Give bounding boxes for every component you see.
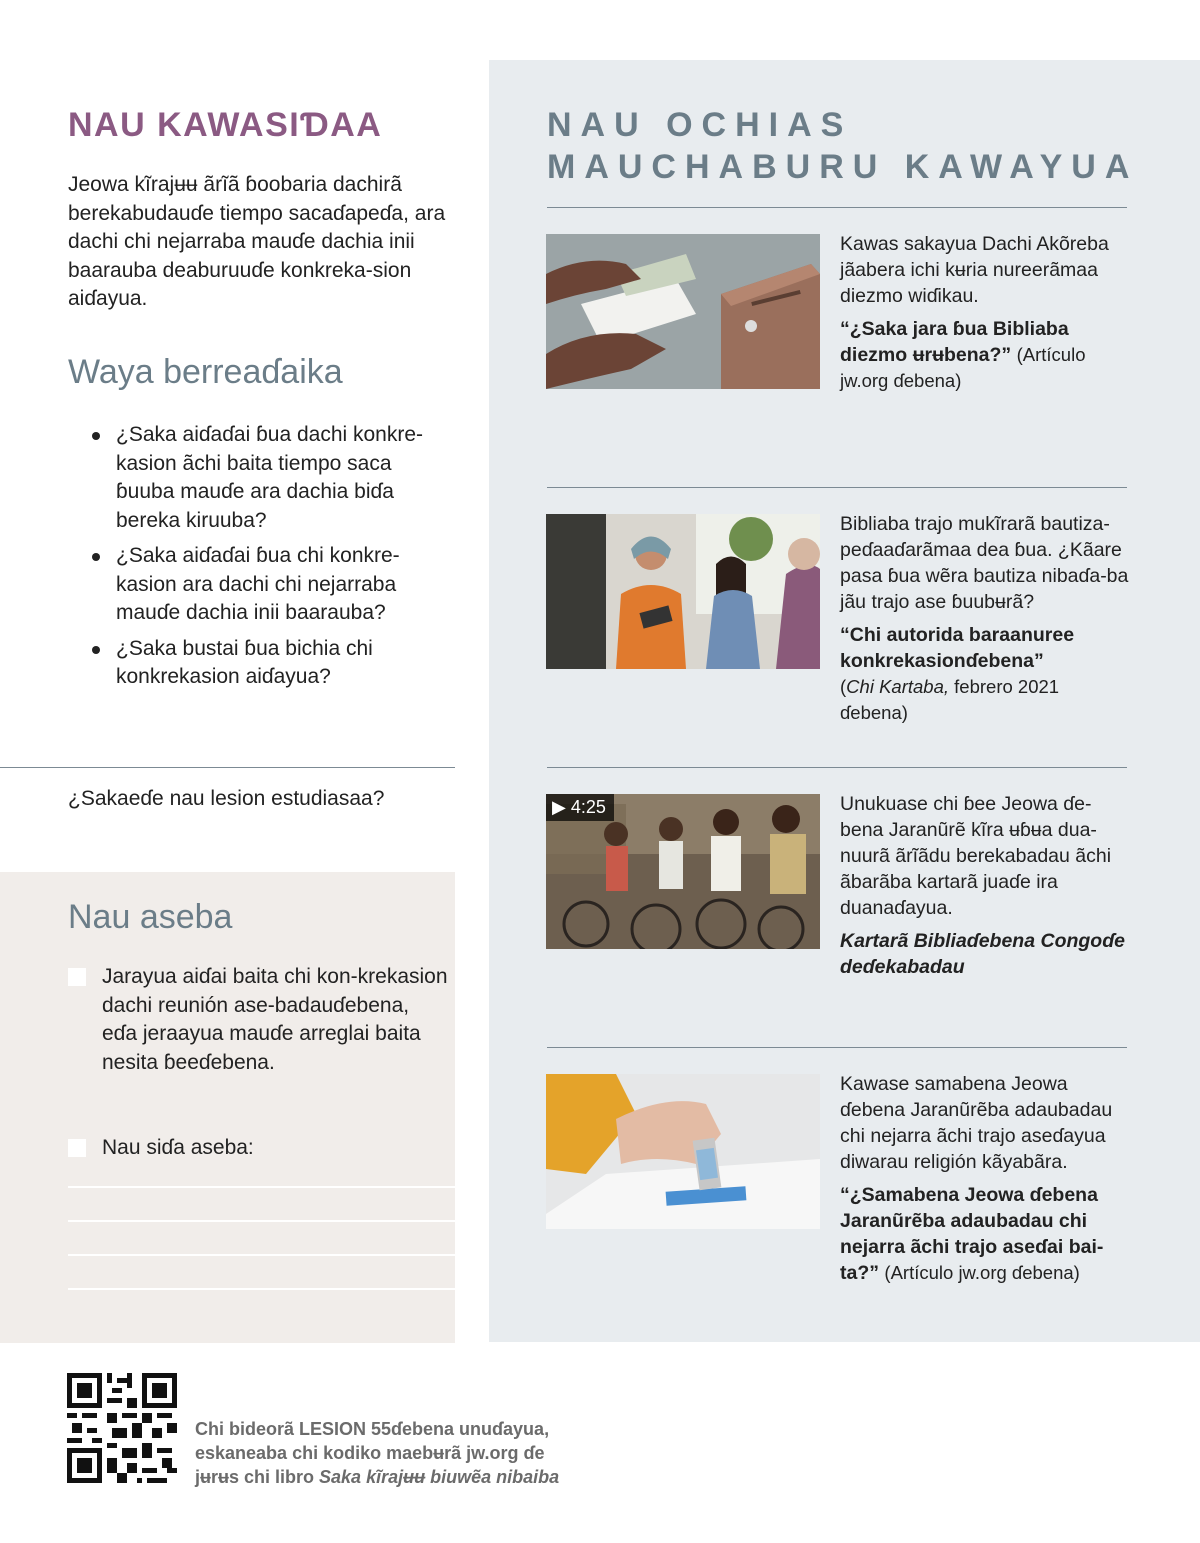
donation-box-image[interactable]	[546, 1074, 820, 1229]
checkbox-icon[interactable]	[68, 1139, 86, 1157]
summary-text: Jeowa kĩrajʉʉ ãrĩã ɓoobaria dachirã berekabudauɗe tiempo sacaɗapeɗa, ara dachi chi nejarraba mauɗe dachia inii baarauba deaburuuɗe konkreka-sion aiɗayua.	[68, 173, 446, 310]
citation-source-date: febrero 2021 ɗebena)	[840, 676, 1060, 723]
study-question: ¿Sakaeɗe nau lesion estudiasaa?	[68, 787, 385, 810]
play-icon: ▶	[552, 797, 566, 817]
citation-title[interactable]: “Chi autorida baraanuree konkrekasionɗebena”	[840, 624, 1075, 672]
related-material-title	[547, 104, 1147, 188]
divider	[547, 767, 1127, 768]
review-question	[92, 421, 452, 535]
footer-line-3	[195, 1465, 615, 1489]
video-duration-badge[interactable]	[546, 794, 614, 821]
goal-text: Jarayua aiɗai baita chi kon-krekasion dachi reunión ase-badauɗebena, eɗa jeraayua mauɗe arreglai baita nesita ɓeeɗebena.	[102, 965, 448, 1074]
citation-source: (Chi Kartaba, febrero 2021 ɗebena)	[840, 676, 1060, 723]
footer-line-3-text: jʉrʉs chi libro	[195, 1467, 315, 1487]
related-item-2-citation[interactable]	[840, 622, 1130, 726]
citation-title[interactable]: “¿Saka jara ɓua Bibliaba diezmo ʉrʉbena?”	[840, 318, 1069, 366]
goals-title: Nau aseba	[68, 898, 233, 936]
related-item-4-citation[interactable]	[840, 1182, 1130, 1286]
video-title[interactable]: Kartarã Bibliaɗebena Congoɗe deɗekabadau	[840, 930, 1125, 978]
video-duration: 4:25	[570, 797, 606, 817]
goals-box	[0, 872, 455, 1343]
review-heading: Waya berreaɗaika	[68, 353, 343, 391]
citation-source: (Artículo jw.org ɗebena)	[840, 344, 1086, 391]
citation-source-title: Chi Kartaba,	[846, 676, 950, 697]
related-item-2	[840, 511, 1130, 726]
bullet-icon	[92, 646, 100, 654]
related-item-3-text: Unukuase chi ɓee Jeowa ɗe-bena Jaranũrẽ kĩra ʉɓʉa dua-nuurã ãrĩãdu berekabadau ãchi ãbarãba kartarã juaɗe ira duanaɗayua.	[840, 793, 1112, 919]
review-question-text: ¿Saka aiɗaɗai ɓua chi konkre-kasion ara dachi chi nejarraba mauɗe dachia inii baarauba?	[116, 544, 400, 624]
related-title-line-1: NAU OCHIAS	[547, 106, 853, 144]
divider	[547, 207, 1127, 208]
bible-study-group-image[interactable]	[546, 514, 820, 669]
related-item-1-text: Kawas sakayua Dachi Akõreba jãabera ichi kʉria nureerãmaa diezmo wiɗikau.	[840, 233, 1109, 307]
related-item-3	[840, 791, 1130, 980]
goal-item-custom[interactable]	[68, 1134, 448, 1163]
related-item-4	[840, 1071, 1130, 1286]
citation-title[interactable]: “¿Samabena Jeowa ɗebena Jaranũrẽba adaubadau chi nejarra ãchi trajo aseɗai bai-ta?”	[840, 1184, 1104, 1284]
related-item-1-citation[interactable]	[840, 316, 1130, 394]
divider	[547, 1047, 1127, 1048]
writing-line[interactable]	[68, 1220, 455, 1222]
footer-line-2: eskaneaba chi kodiko maebʉrã jw.org ɗe	[195, 1443, 545, 1463]
related-title-line-2: MAUCHABURU KAWAYUA	[547, 148, 1139, 186]
checkbox-icon[interactable]	[68, 968, 86, 986]
review-question-text: ¿Saka aiɗaɗai ɓua dachi konkre-kasion ãchi baita tiempo saca ɓuuba mauɗe ara dachia biɗa bereka kiruuba?	[116, 423, 424, 532]
tithe-envelope-image[interactable]	[546, 234, 820, 389]
footer-line-1: Chi bideorã LESION 55ɗebena unuɗayua,	[195, 1419, 550, 1439]
review-question	[92, 542, 452, 628]
bullet-icon	[92, 432, 100, 440]
writing-line[interactable]	[68, 1254, 455, 1256]
bicycle-video-thumbnail[interactable]	[546, 794, 820, 949]
related-item-4-text: Kawase samabena Jeowa ɗebena Jaranũrẽba adaubadau chi nejarra ãchi trajo aseɗayua diwarau religión kãyabãra.	[840, 1073, 1113, 1173]
review-question	[92, 635, 452, 692]
review-question-text: ¿Saka bustai ɓua bichia chi konkrekasion aiɗayua?	[116, 636, 373, 688]
divider	[547, 487, 1127, 488]
bullet-icon	[92, 553, 100, 561]
review-questions	[92, 421, 452, 699]
qr-code-icon[interactable]	[67, 1373, 177, 1483]
footer-note	[195, 1417, 615, 1489]
divider	[0, 767, 455, 768]
citation-source: (Artículo jw.org ɗebena)	[884, 1262, 1080, 1283]
summary-title: NAU KAWASIƊAA	[68, 106, 383, 144]
related-item-3-citation[interactable]	[840, 928, 1130, 980]
goal-item[interactable]	[68, 963, 448, 1077]
book-title: Saka kĩrajʉʉ biuwẽa nibaiba	[319, 1467, 560, 1487]
writing-line[interactable]	[68, 1186, 455, 1188]
related-item-2-text: Bibliaba trajo mukĩrarã bautiza-peɗaaɗarãmaa dea ɓua. ¿Kãare pasa ɓua wẽra bautiza nibaɗa-ba jãu trajo ase ɓuubʉrã?	[840, 513, 1129, 613]
goal-text: Nau siɗa aseba:	[102, 1136, 254, 1159]
writing-line[interactable]	[68, 1288, 455, 1290]
related-item-1	[840, 231, 1130, 394]
